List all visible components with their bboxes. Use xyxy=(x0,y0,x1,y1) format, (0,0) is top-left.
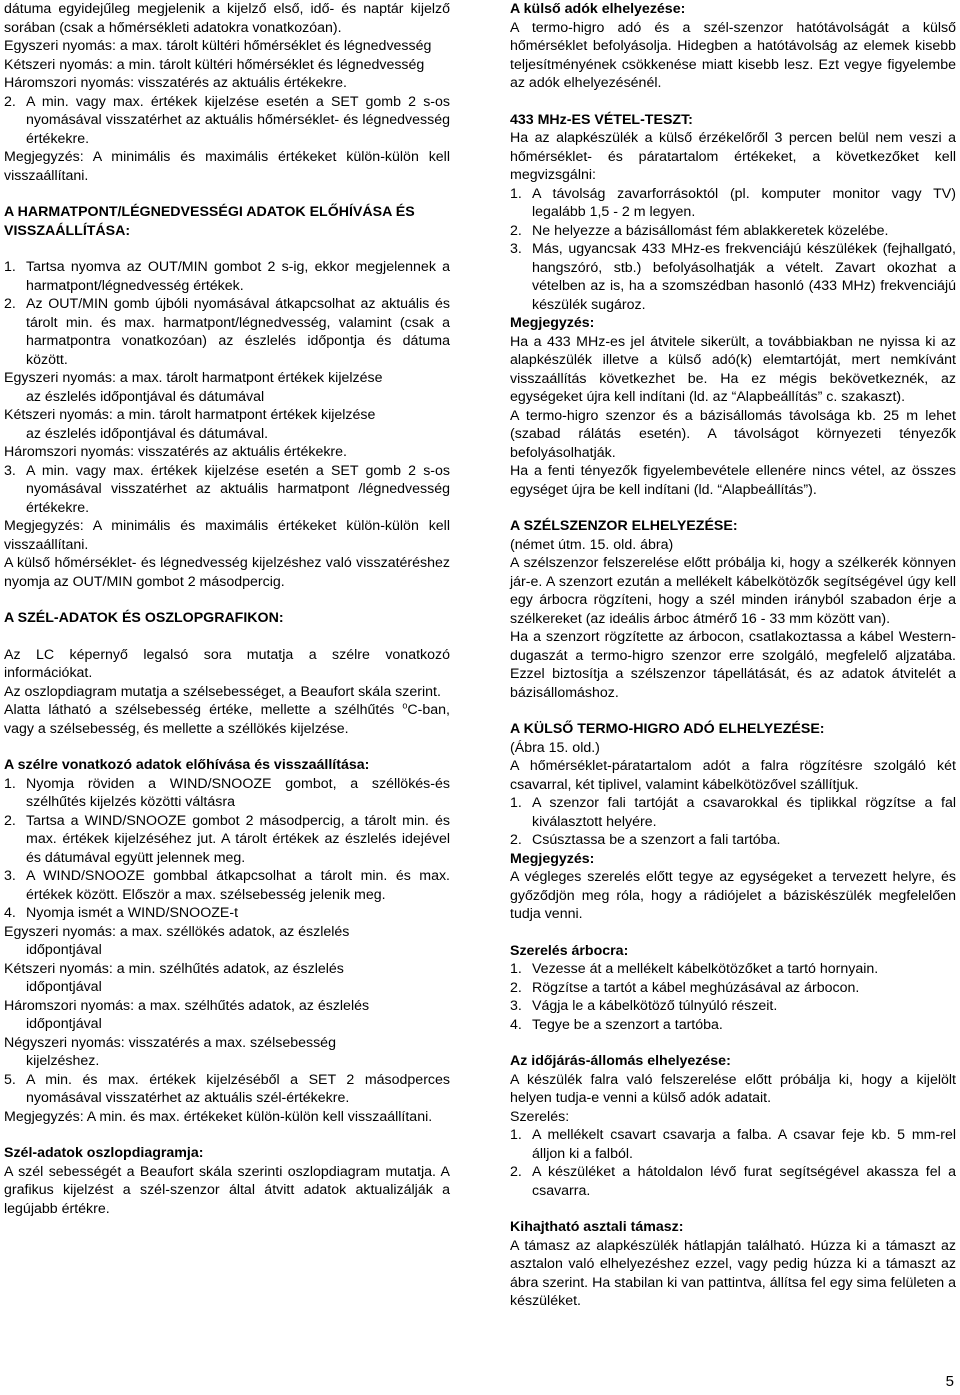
list-item: 3. Vágja le a kábelkötöző túlnyúló részeit. xyxy=(510,998,778,1014)
paragraph: Az LC képernyő legalsó sora mutatja a szélre vonatkozó információkat. xyxy=(4,646,450,681)
paragraph: időpontjával xyxy=(26,1016,102,1032)
list-item: 2. A min. vagy max. értékek kijelzése esetén a SET gomb 2 s-os nyomásával visszatérhet az aktuális hőmérséklet- és légnedvesség értékekre. xyxy=(4,93,450,147)
paragraph: Háromszori nyomás: a max. szélhűtés adatok, az észlelés xyxy=(4,997,370,1014)
paragraph: (német útm. 15. old. ábra) xyxy=(510,536,674,553)
paragraph: Kétszeri nyomás: a min. szélhűtés adatok, az észlelés xyxy=(4,960,344,977)
list-item: 2. Csúsztassa be a szenzort a fali tartóba. xyxy=(510,832,781,848)
section-heading: A KÜLSŐ TERMO-HIGRO ADÓ ELHELYEZÉSE: xyxy=(510,721,825,737)
list-item: 3. A min. vagy max. értékek kijelzése esetén a SET gomb 2 s-os nyomásával visszatérhet az aktuális harmatpont /légnedvesség értékekre. xyxy=(4,462,450,516)
list-item: 3. A WIND/SNOOZE gombbal átkapcsolhat a tárolt min. és max. értékek között. Először a max. szélsebesség jelenik meg. xyxy=(4,868,450,903)
list-item: 1. Vezesse át a mellékelt kábelkötözőket a tartó hornyain. xyxy=(510,961,879,977)
paragraph: időpontjával xyxy=(26,942,102,958)
list-item: 1. Tartsa nyomva az OUT/MIN gombot 2 s-ig, ekkor megjelennek a harmatpont/légnedvesség értékek. xyxy=(4,259,450,294)
section-heading: Szerelés árbocra: xyxy=(510,942,629,959)
paragraph: Egyszeri nyomás: a max. tárolt kültéri hőmérséklet és légnedvesség xyxy=(4,38,432,54)
paragraph: A szél sebességét a Beaufort skála szerinti oszlopdiagram mutatja. A grafikus kijelzést a szél-szenzor által átvitt adatok aktualizálják a legújabb értékre. xyxy=(4,1163,450,1217)
paragraph: A külső hőmérséklet- és légnedvesség kijelzéshez való visszatéréshez nyomja az OUT/MIN gombot 2 másodpercig. xyxy=(4,555,450,590)
paragraph: Megjegyzés: A min. és max. értékeket külön-külön kell visszaállítani. xyxy=(4,1108,433,1125)
page-number: 5 xyxy=(945,1372,954,1390)
list-item: 1. A szenzor fali tartóját a csavarokkal és tiplikkal rögzítse a fal kiválasztott helyére. xyxy=(510,795,956,830)
paragraph: Az oszlopdiagram mutatja a szélsebességet, a Beaufort skála szerint. xyxy=(4,683,441,700)
paragraph: A termo-higro szenzor és a bázisállomás távolsága kb. 25 m lehet (szabad rálátás esetén). A távolságot környezeti tényezők befolyásolhatják. xyxy=(510,407,956,461)
paragraph: A termo-higro adó és a szél-szenzor hatótávolságát a külső hőmérséklet befolyásolja. Hidegben a hatótávolság az elemek kisebb teljesítményének csökkenése miatt kisebb lesz. Ezt vegye figyelembe az adók elhelyezésénél. xyxy=(510,19,956,91)
left-column xyxy=(4,0,450,1218)
section-heading: Az időjárás-állomás elhelyezése: xyxy=(510,1053,731,1069)
paragraph: A hőmérséklet-páratartalom adót a falra rögzítésre szolgáló két csavarral, két tiplivel, valamint kábelkötözővel szállítjuk. xyxy=(510,758,956,793)
list-item: 5. A min. és max. értékek kijelzéséből a SET 2 másodperces nyomásával visszatérhet az aktuális szél-értékekre. xyxy=(4,1071,450,1106)
list-item: 1. Nyomja röviden a WIND/SNOOZE gombot, a széllökés-és szélhűtés kijelzés közötti váltásra xyxy=(4,775,450,810)
list-item: 1. A mellékelt csavart csavarja a falba. A csavar feje kb. 5 mm-rel álljon ki a falból. xyxy=(510,1127,956,1162)
paragraph: A készülék falra való felszerelése előtt próbálja ki, hogy a kijelölt helyen tudja-e venni a külső adók adatait. xyxy=(510,1071,956,1106)
section-heading: Kihajtható asztali támasz: xyxy=(510,1219,684,1235)
paragraph: Háromszori nyomás: visszatérés az aktuális értékekre. xyxy=(4,75,347,91)
paragraph: Megjegyzés: A minimális és maximális értékeket külön-külön kell visszaállítani. xyxy=(4,518,450,553)
paragraph: Négyszeri nyomás: visszatérés a max. szélsebesség xyxy=(4,1034,336,1051)
list-item: 2. Tartsa a WIND/SNOOZE gombot 2 másodpercig, a tárolt min. és max. értékek kijelzéséhez jut. A tárolt értékek az észlelés idejével és dátumával együtt jelennek meg. xyxy=(4,812,450,866)
paragraph: az észlelés időpontjával és dátumával. xyxy=(26,425,269,442)
paragraph: Kétszeri nyomás: a min. tárolt harmatpont értékek kijelzése xyxy=(4,407,376,423)
paragraph: A szélszenzor felszerelése előtt próbálja ki, hogy a szélkerék könnyen jár-e. A szenzort ezután a mellékelt kábelkötözők segítségével úgy kell egy árbocra rögzíteni, hogy a szél minden irányból szabadon érje a szélkereket (az ideális árboc átmérő 16 - 33 mm között van). xyxy=(510,555,956,627)
paragraph: az észlelés időpontjával és dátumával xyxy=(26,388,265,405)
list-item: 2. Rögzítse a tartót a kábel meghúzásával az árbocon. xyxy=(510,979,860,996)
list-item: 4. Tegye be a szenzort a tartóba. xyxy=(510,1016,723,1033)
paragraph: Egyszeri nyomás: a max. tárolt harmatpont értékek kijelzése xyxy=(4,370,383,386)
paragraph: Alatta látható a szélsebesség értéke, mellette a szélhűtés $^o$C-ban, vagy a szélsebesség, és mellette a széllökés kijelzése. xyxy=(4,700,450,737)
paragraph: A támasz az alapkészülék hátlapján található. Húzza ki a támaszt az asztalon való elhelyezéshez ezzel, vagy pedig húzza ki a támaszt az ábra szerint. Ha stabilan ki van pattintva, állítsa fel egy sima felületen a készüléket. xyxy=(510,1237,956,1309)
paragraph: Ha az alapkészülék a külső érzékelőről 3 percen belül nem veszi a hőmérséklet- és páratartalom értékeket, a következőket kell megvizsgálni: xyxy=(510,130,956,183)
paragraph: Ha a fenti tényezők figyelembevétele ellenére nincs vétel, az összes egységet újra be kell indítani (ld. “Alapbeállítás”). xyxy=(510,463,956,498)
paragraph: Kétszeri nyomás: a min. tárolt kültéri hőmérséklet és légnedvesség xyxy=(4,56,425,73)
list-item: 4. Nyomja ismét a WIND/SNOOZE-t xyxy=(4,905,239,921)
section-heading: Megjegyzés: xyxy=(510,850,595,867)
list-item: 2. Ne helyezze a bázisállomást fém ablakkeretek közelébe. xyxy=(510,222,889,239)
section-heading: A külső adók elhelyezése: xyxy=(510,1,686,17)
section-heading: A HARMATPONT/LÉGNEDVESSÉGI ADATOK ELŐHÍVÁSA ÉS VISSZAÁLLÍTÁSA: xyxy=(4,204,415,239)
paragraph: időpontjával xyxy=(26,979,102,995)
section-heading: Megjegyzés: xyxy=(510,315,595,331)
paragraph: Háromszori nyomás: visszatérés az aktuális értékekre. xyxy=(4,444,347,460)
paragraph: Megjegyzés: A minimális és maximális értékeket külön-külön kell visszaállítani. xyxy=(4,149,450,184)
section-heading: 433 MHz-ES VÉTEL-TESZT: xyxy=(510,111,693,128)
list-item: 2. A készüléket a hátoldalon lévő furat segítségével akassza fel a csavarra. xyxy=(510,1164,956,1199)
paragraph: kijelzéshez. xyxy=(26,1053,100,1069)
paragraph: Szerelés: xyxy=(510,1108,570,1125)
paragraph: Ha a 433 MHz-es jel átvitele sikerült, a továbbiakban ne nyissa ki az alapkészülék illetve a külső adó(k) elemtartóját, mert nemkívánt visszaállítás következhet be. Ha ez mégis bekövetkeznék, az egységeket újra kell indítani (ld. az “Alapbeállítás” c. szakaszt). xyxy=(510,333,956,405)
section-heading: A szélre vonatkozó adatok előhívása és visszaállítása: xyxy=(4,757,370,773)
paragraph: (Ábra 15. old.) xyxy=(510,739,600,756)
paragraph: Egyszeri nyomás: a max. széllökés adatok, az észlelés xyxy=(4,923,350,940)
right-column xyxy=(510,0,956,1311)
paragraph: dátuma egyidejűleg megjelenik a kijelző első, idő- és naptár kijelző sorában (csak a hőmérsékleti adatokra vonatkozóan). xyxy=(4,1,450,36)
paragraph: Ha a szenzort rögzítette az árbocon, csatlakoztassa a kábel Western-dugaszát a termo-higro szenzor erre szolgáló, megfelelő aljzatába. Ezzel biztosítja a szélszenzor tápellátását, és az adatok átvitelét a bázisállomáshoz. xyxy=(510,629,956,701)
list-item: 2. Az OUT/MIN gomb újbóli nyomásával átkapcsolhat az aktuális és tárolt min. és max. harmatpont/légnedvesség, valamint (csak a harmatpontra vonatkozóan) az észlelés időpontja és dátuma között. xyxy=(4,296,450,368)
section-heading: Szél-adatok oszlopdiagramja: xyxy=(4,1145,204,1161)
section-heading: A SZÉLSZENZOR ELHELYEZÉSE: xyxy=(510,518,738,534)
list-item: 1. A távolság zavarforrásoktól (pl. komputer monitor vagy TV) legalább 1,5 - 2 m legyen. xyxy=(510,185,956,220)
list-item: 3. Más, ugyancsak 433 MHz-es frekvenciájú készülékek (fejhallgató, hangszóró, stb.) befolyásolhatják a vételt. Zavart okozhat a vételben az is, ha a szomszédban hasonló (433 MHz) frekvenciájú készülék sugároz. xyxy=(510,241,956,313)
section-heading: A SZÉL-ADATOK ÉS OSZLOPGRAFIKON: xyxy=(4,610,284,626)
paragraph: A végleges szerelés előtt tegye az egységeket a tervezett helyre, és győződjön meg róla, hogy a rádiójelet a báziskészülék megfelelően tudja venni. xyxy=(510,869,956,922)
